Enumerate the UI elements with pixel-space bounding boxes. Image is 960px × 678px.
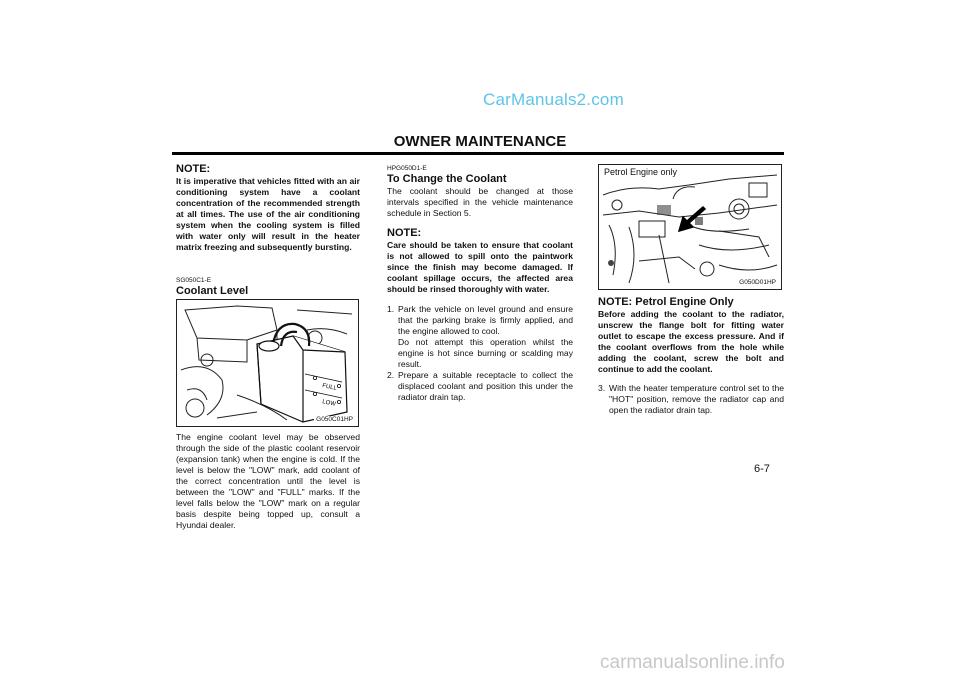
full-mark-label: FULL (321, 383, 338, 393)
petrol-note-heading: NOTE: Petrol Engine Only (598, 296, 734, 308)
petrol-note-body: Before adding the coolant to the radiator, unscrew the flange bolt for fitting water outlet to escape the excess pressure. And if the coolant overflows from the hole while adding the coolant, screw the bolt and continue to add the coolant. (598, 309, 784, 374)
middle-column (387, 164, 573, 403)
coolant-level-body: The engine coolant level may be observed through the side of the plastic coolant reservoir (expansion tank) when the engine is cold. If the level is below the "LOW" mark, add coolant of the correct concentration until the level is between the "LOW" and "FULL" marks. If the level falls below the "LOW" mark on a regular basis despite being topped up, consult a Hyundai dealer. (176, 432, 360, 530)
right-steps (598, 383, 784, 416)
left-note-body: It is imperative that vehicles fitted with an air conditioning system have a coolant concentration of the recommended strength at all times. The use of the air conditioning system when the cooling system is filled with water only will result in the heater matrix freezing and subsequently bursting. (176, 176, 360, 252)
coolant-reservoir-figure (176, 299, 359, 427)
change-coolant-steps (387, 304, 573, 403)
petrol-engine-label: Petrol Engine only (604, 167, 678, 177)
change-coolant-intro: The coolant should be changed at those intervals specified in the vehicle maintenance schedule in Section 5. (387, 186, 573, 218)
page-header-title: OWNER MAINTENANCE (393, 133, 567, 150)
change-coolant-title: To Change the Coolant (387, 173, 507, 185)
step-text: Park the vehicle on level ground and ensure that the parking brake is firmly applied, and the engine allowed to cool. (398, 304, 573, 336)
step-number: 2. (387, 370, 395, 380)
petrol-engine-illustration (599, 165, 781, 289)
step-text: Prepare a suitable receptacle to collect the displaced coolant and position this under the radiator drain tap. (398, 370, 573, 402)
coolant-level-title: Coolant Level (176, 285, 249, 297)
step-extra: Do not attempt this operation whilst the engine is hot since burning or scalding may result. (398, 337, 573, 369)
coolant-reservoir-illustration (177, 300, 358, 426)
step-item (598, 383, 784, 416)
watermark-bottom: carmanualsonline.info (600, 652, 785, 673)
right-column (598, 296, 784, 416)
left-figure-code: G050C01HP (316, 416, 353, 423)
watermark-top: CarManuals2.com (483, 90, 624, 109)
left-note-heading: NOTE: (176, 163, 211, 175)
page-number: 6-7 (754, 463, 770, 475)
petrol-engine-figure (598, 164, 782, 290)
step-item (387, 370, 573, 403)
low-mark-label: LOW (321, 399, 337, 408)
left-column (176, 163, 360, 298)
middle-note-heading: NOTE: (387, 227, 422, 239)
header-rule (172, 152, 784, 155)
step-number: 1. (387, 304, 395, 314)
middle-note-body: Care should be taken to ensure that coolant is not allowed to spill onto the paintwork since the finish may become damaged. If coolant spillage occurs, the affected area should be rinsed thoroughly with water. (387, 240, 573, 294)
step-item (387, 304, 573, 370)
step-text: With the heater temperature control set to the "HOT" position, remove the radiator cap and open the radiator drain tap. (609, 383, 784, 415)
left-ref-code: SG050C1-E (176, 277, 212, 284)
step-number: 3. (598, 383, 606, 393)
right-figure-code: G050D01HP (739, 279, 776, 286)
middle-ref-code: HPG050D1-E (387, 165, 427, 172)
